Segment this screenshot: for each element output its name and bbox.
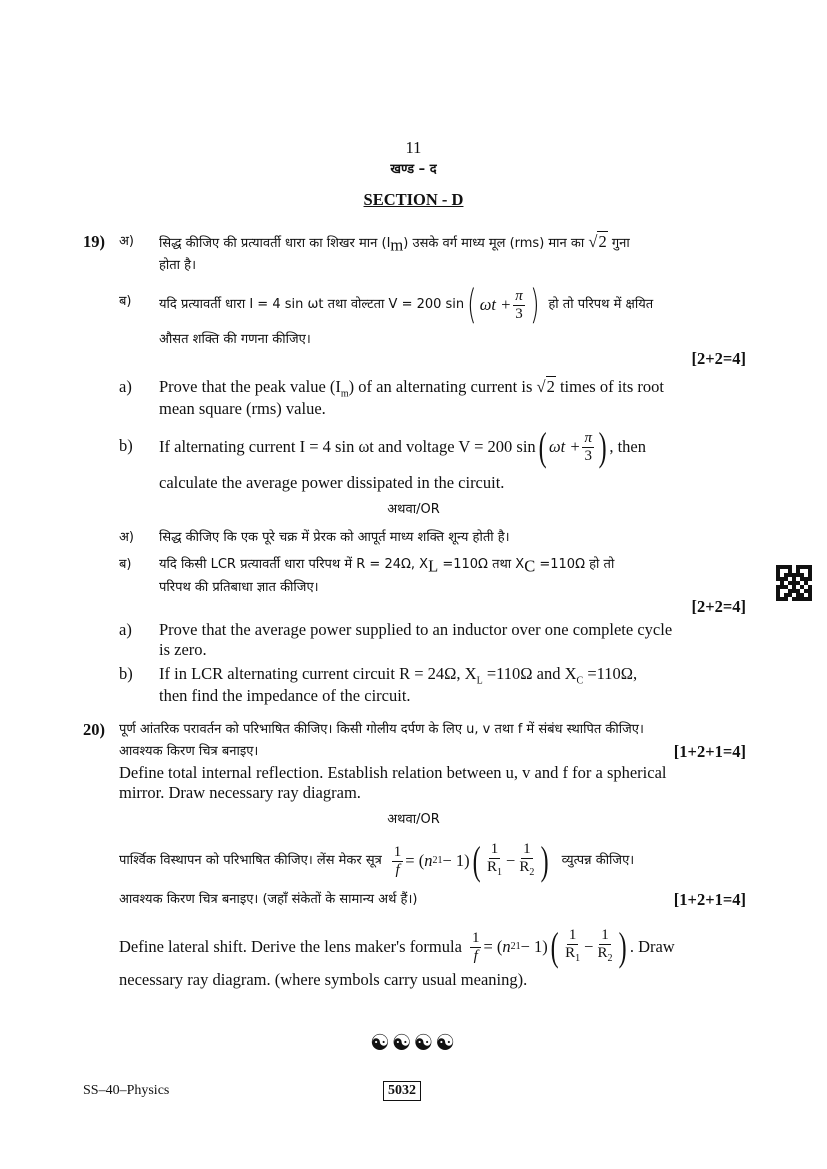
question-text: यदि किसी LCR प्रत्यावर्ती धारा परिपथ में R = 24Ω, $X_L =110\Omega$ तथा $X_C =110\Omega$ हो तो (159, 556, 615, 576)
lens-maker-formula: $\frac{1}{f}$ = ( n 21 − 1) ( $\frac{1}{R_1}$ − $\frac{1}{R_2}$ ) (471, 924, 628, 969)
question-text: सिद्ध कीजिए कि एक पूरे चक्र में प्रेरक को आपूर्त माध्य शक्ति शून्य होती है। (159, 530, 510, 545)
sqrt-symbol: √2 (536, 377, 555, 396)
question-number: 20) (83, 720, 105, 739)
question-text: If in LCR alternating current circuit R = 24Ω, $X_L =110\Omega$ and $X_C =110\Omega$, (159, 664, 638, 687)
or-divider: अथवा/OR (387, 812, 440, 827)
question-text: then find the impedance of the circuit. (159, 686, 411, 705)
question-text: यदि प्रत्यावर्ती धारा I = 4 sin ωt तथा वोल्टता V = 200 sin ( ωt + $\frac{\pi}{3}$ ) हो तो परिपथ में क्षयित (159, 282, 654, 328)
page-number: 11 (405, 138, 422, 157)
marks: [2+2=4] (691, 349, 746, 368)
question-text: सिद्ध कीजिए की प्रत्यावर्ती धारा का शिखर मान $(I_m)$ उसके वर्ग माध्य मूल (rms) मान का √2 गुना (159, 232, 630, 255)
question-text: पार्श्विक विस्थापन को परिभाषित कीजिए। लेंस मेकर सूत्र $\frac{1}{f}$ = ( n 21 − 1) ( $\frac{1}{R_1}$ − $\frac{1}{R_2}$ ) व्युत्पन्न कीजिए। (119, 838, 635, 883)
question-text: आवश्यक किरण चित्र बनाइए। (119, 744, 259, 759)
question-number: 19) (83, 232, 105, 251)
section-title-hindi: खण्ड – द (390, 162, 437, 177)
question-text: mean square (rms) value. (159, 399, 326, 418)
question-text: Prove that the average power supplied to an inductor over one complete cycle (159, 620, 673, 639)
page-code: 5032 (383, 1081, 421, 1101)
question-text: is zero. (159, 640, 207, 659)
pi-over-3-fraction: $\frac{\pi}{3}$ (584, 429, 592, 464)
section-title-english: SECTION - D (363, 190, 464, 209)
end-ornament: ☯☯☯☯ (370, 1030, 457, 1055)
question-text: mirror. Draw necessary ray diagram. (119, 783, 361, 802)
question-text: Define lateral shift. Derive the lens maker's formula $\frac{1}{f}$ = ( n 21 − 1) ( $\frac{1}{R_1}$ − $\frac{1}{R_2}$ ) . Draw (119, 924, 675, 969)
question-text: औसत शक्ति की गणना कीजिए। (159, 332, 311, 347)
question-text: पूर्ण आंतरिक परावर्तन को परिभाषित कीजिए। किसी गोलीय दर्पण के लिए u, v तथा f में संबंध स्थापित कीजिए। (119, 722, 644, 737)
marks: [1+2+1=4] (673, 742, 746, 761)
option-label: अ) (119, 234, 135, 249)
lens-maker-formula: $\frac{1}{f}$ = ( n 21 − 1) ( $\frac{1}{R_1}$ − $\frac{1}{R_2}$ ) (393, 838, 550, 883)
or-divider: अथवा/OR (387, 502, 440, 517)
question-text: calculate the average power dissipated in the circuit. (159, 473, 505, 492)
question-text: होता है। (159, 258, 197, 273)
option-label: a) (119, 377, 132, 396)
pi-over-3-fraction: $\frac{\pi}{3}$ (515, 287, 523, 322)
sqrt-symbol: √2 (588, 232, 607, 251)
marks: [2+2=4] (691, 597, 746, 616)
option-label: ब) (119, 294, 132, 309)
question-text: Define total internal reflection. Establish relation between u, v and f for a spherical (119, 763, 667, 782)
marks: [1+2+1=4] (673, 890, 746, 909)
question-text: necessary ray diagram. (where symbols carry usual meaning). (119, 970, 528, 989)
option-label: b) (119, 664, 133, 683)
qr-code (776, 565, 812, 601)
question-text: परिपथ की प्रतिबाधा ज्ञात कीजिए। (159, 580, 319, 595)
option-label: a) (119, 620, 132, 639)
option-label: b) (119, 436, 133, 455)
question-text: Prove that the peak value $(I_m)$ of an alternating current is √2 times of its root (159, 377, 664, 400)
question-text: आवश्यक किरण चित्र बनाइए। (जहाँ संकेतों के सामान्य अर्थ हैं।) (119, 892, 418, 907)
option-label: अ) (119, 530, 135, 545)
option-label: ब) (119, 557, 132, 572)
question-text: If alternating current I = 4 sin ωt and voltage V = 200 sin ( ωt + $\frac{\pi}{3}$ ) , then (159, 424, 646, 469)
paper-code: SS–40–Physics (83, 1083, 170, 1098)
